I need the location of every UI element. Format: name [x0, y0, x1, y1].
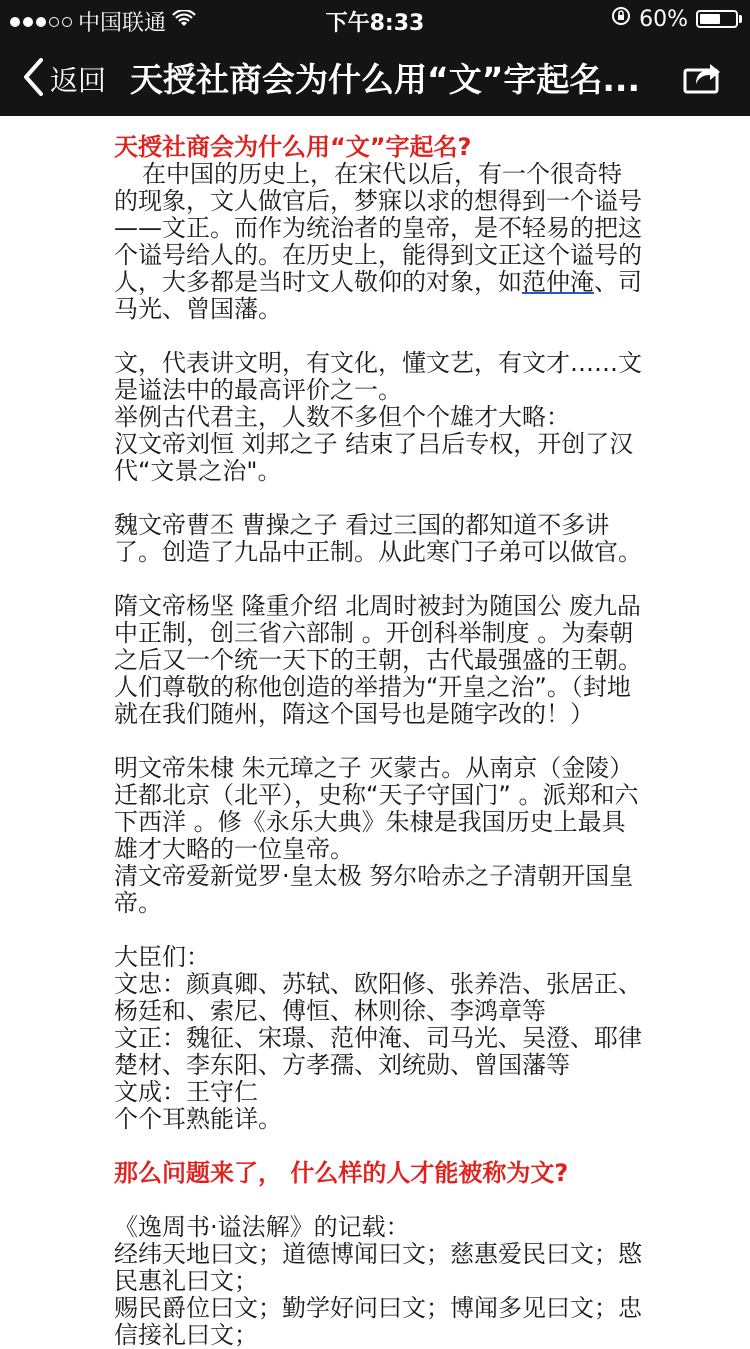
paragraph-qing-wendi: 清文帝爱新觉罗·皇太极 努尔哈赤之子清朝开国皇帝。 [114, 862, 634, 917]
status-right [611, 6, 738, 32]
paragraph-wen-meaning: 文，代表讲文明，有文化，懂文艺，有文才……文是谥法中的最高评价之一。 [114, 349, 642, 404]
status-bar [0, 0, 750, 38]
section-heading: 那么问题来了， 什么样的人才能被称为文? [114, 1159, 569, 1187]
paragraph-intro-text: 在中国的历史上，在宋代以后，有一个很奇特的现象，文人做官后，梦寐以求的想得到一个谥号——文正。而作为统治者的皇帝，是不轻易的把这个谥号给人的。在历史上，能得到文正这个谥号的人，大多都是当时文人敬仰的对象，如 [114, 160, 642, 296]
paragraph-intro [114, 161, 644, 323]
page-title: 天授社商会为什么用“文”字起名... [130, 60, 640, 99]
paragraph-intro-tail: 、司马光、曾国藩。 [114, 268, 642, 323]
paragraph-sui-wendi: 隋文帝杨坚 隆重介绍 北周时被封为随国公 废九品中正制，创三省六部制 。开创科举制度 。为秦朝之后又一个统一天下的王朝，古代最强盛的王朝。人们尊敬的称他创造的举措为“开皇之治”。（封地就在我们随州，隋这个国号也是随字改的！） [114, 592, 642, 728]
navigation-bar [0, 38, 750, 116]
battery-percent: 60% [639, 6, 688, 32]
article-heading: 天授社商会为什么用“文”字起名? [114, 133, 472, 161]
carrier-name: 中国联通 [78, 11, 167, 36]
chevron-left-icon [22, 58, 44, 100]
paragraph-wenzheng: 文正：魏征、宋璟、范仲淹、司马光、吴澄、耶律楚材、李东阳、方孝孺、刘统勋、曾国藩等 [114, 1024, 642, 1079]
paragraph-wei-wendi: 魏文帝曹丕 曹操之子 看过三国的都知道不多讲了。创造了九品中正制。从此寒门子弟可以做官。 [114, 511, 642, 566]
status-time: 下午8:33 [325, 11, 425, 36]
share-icon [682, 79, 722, 98]
paragraph-ming-wendi: 明文帝朱棣 朱元璋之子 灭蒙古。从南京（金陵）迁都北京（北平），史称“天子守国门” 。派郑和六下西洋 。修《永乐大典》朱棣是我国历史上最具雄才大略的一位皇帝。 [114, 754, 639, 863]
paragraph-yizhoushu: 《逸周书·谥法解》的记载： [114, 1213, 410, 1241]
back-button[interactable] [22, 58, 106, 100]
paragraph-familiar: 个个耳熟能详。 [114, 1105, 282, 1133]
article-body [114, 134, 644, 1349]
paragraph-definitions-1: 经纬天地曰文；道德博闻曰文；慈惠爱民曰文；愍民惠礼曰文； [114, 1240, 642, 1295]
paragraph-han-wendi: 汉文帝刘恒 刘邦之子 结束了吕后专权，开创了汉代“文景之治"。 [114, 430, 634, 485]
back-label: 返回 [50, 64, 107, 97]
paragraph-ministers-label: 大臣们： [114, 943, 210, 971]
paragraph-examples-intro: 举例古代君主，人数不多但个个雄才大略： [114, 403, 570, 431]
battery-icon [696, 10, 738, 28]
paragraph-wenzhong: 文忠：颜真卿、苏轼、欧阳修、张养浩、张居正、杨廷和、索尼、傅恒、林则徐、李鸿章等 [114, 970, 642, 1025]
paragraph-definitions-2: 赐民爵位曰文；勤学好问曰文；博闻多见曰文；忠信接礼曰文； [114, 1294, 642, 1349]
share-button[interactable] [682, 58, 722, 98]
fan-zhongyan-link[interactable]: 范仲淹 [522, 268, 594, 296]
rotation-lock-icon [611, 6, 631, 32]
paragraph-wencheng: 文成：王守仁 [114, 1078, 258, 1106]
